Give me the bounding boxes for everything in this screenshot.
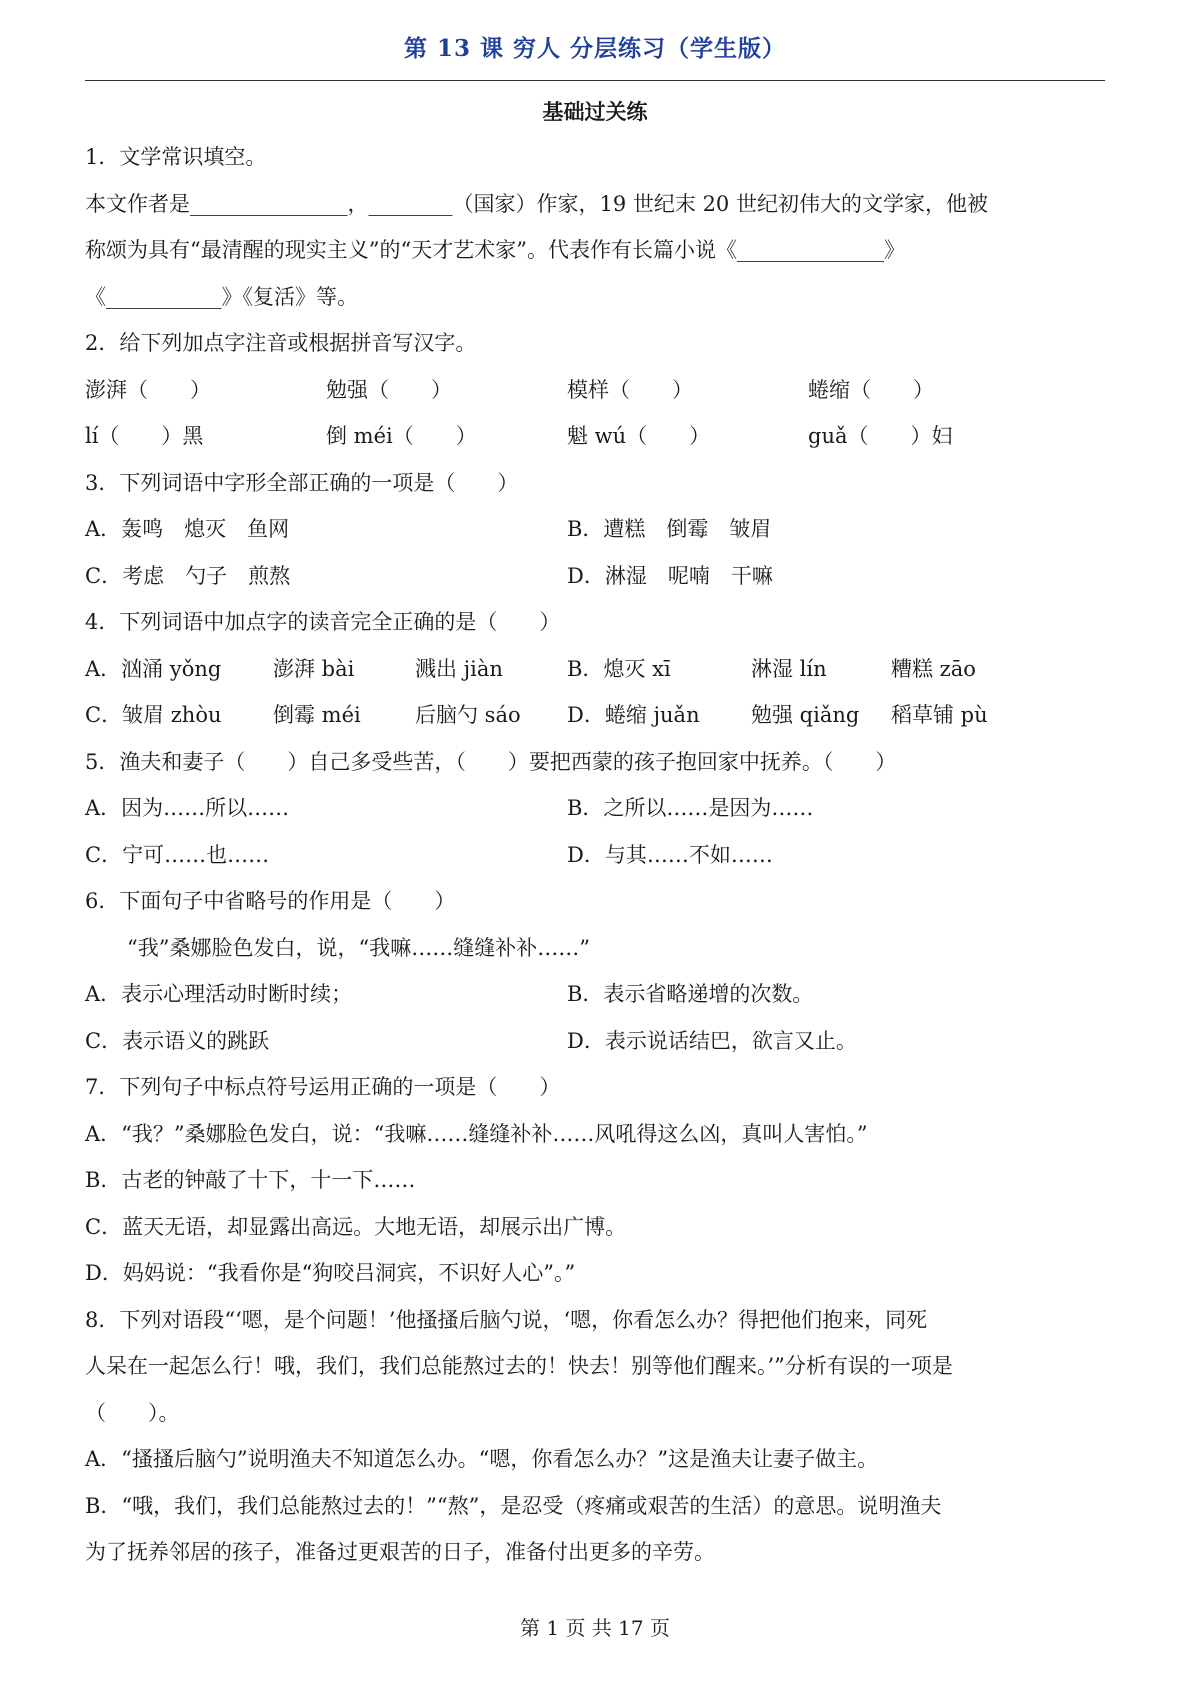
q4-options-cd — [85, 692, 1105, 739]
q3-options-cd — [85, 553, 1105, 600]
q5-options-cd — [85, 832, 1105, 879]
q3-stem: 3．下列词语中字形全部正确的一项是（ ） — [85, 470, 519, 495]
section-heading: 基础过关练 — [542, 99, 648, 124]
q4-option-a: 澎湃 bài — [273, 656, 355, 681]
q3-option-b: B．遭糕 倒霉 皱眉 — [567, 517, 772, 541]
header-divider — [85, 80, 1105, 81]
q5-options-ab — [85, 785, 1105, 832]
q6-options-ab — [85, 971, 1105, 1018]
q1-line: 《___________》《复活》等。 — [85, 284, 358, 309]
q4-option-d: D．蜷缩 juǎn — [567, 703, 700, 727]
q4-options-ab — [85, 646, 1105, 693]
q6-option-b: B．表示省略递增的次数。 — [567, 982, 814, 1006]
q7-option-c: C．蓝天无语，却显露出高远。大地无语，却展示出广博。 — [85, 1214, 627, 1239]
q4-option-b: B．熄灭 xī — [567, 656, 671, 681]
q5-option-c: C．宁可……也…… — [85, 842, 270, 867]
q4-option-c: 后脑勺 sáo — [415, 703, 521, 727]
q6-option-d: D．表示说话结巴，欲言又止。 — [567, 1028, 857, 1053]
q5-option-b: B．之所以……是因为…… — [567, 796, 814, 820]
q2-item: 魁 wú（ ） — [567, 424, 711, 448]
q4-option-c: 倒霉 méi — [273, 703, 361, 727]
q7-stem: 7．下列句子中标点符号运用正确的一项是（ ） — [85, 1075, 561, 1099]
page-title: 第 13 课 穷人 分层练习（学生版） — [403, 35, 787, 62]
q8-option-b-cont: 为了抚养邻居的孩子，准备过更艰苦的日子，准备付出更多的辛劳。 — [85, 1540, 715, 1564]
q1-line: 称颂为具有“最清醒的现实主义”的“天才艺术家”。代表作有长篇小说《______________》 — [85, 238, 905, 262]
q1-line: 本文作者是_______________，________（国家）作家，19 世纪末 20 世纪初伟大的文学家，他被 — [85, 191, 988, 216]
q4-option-a: 溅出 jiàn — [415, 656, 503, 681]
exercise-content — [85, 134, 1105, 1576]
q5-option-a: A．因为……所以…… — [85, 796, 290, 820]
q2-item: 模样（ ） — [567, 377, 693, 402]
q2-item: 勉强（ ） — [326, 377, 452, 402]
q8-option-b: B．“哦，我们，我们总能熬过去的！”“熬”，是忍受（疼痛或艰苦的生活）的意思。说明渔夫 — [85, 1493, 942, 1518]
q4-option-b: 淋湿 lín — [751, 656, 827, 681]
q1-stem: 1．文学常识填空。 — [85, 145, 267, 169]
q5-stem: 5．渔夫和妻子（ ）自己多受些苦，（ ）要把西蒙的孩子抱回家中抚养。（ ） — [85, 749, 897, 774]
q7-option-d: D．妈妈说：“我看你是“狗咬吕洞宾，不识好人心”。” — [85, 1261, 576, 1285]
q2-row-1 — [85, 367, 1105, 414]
q4-option-d: 勉强 qiǎng — [751, 703, 860, 727]
q2-row-2 — [85, 413, 1105, 460]
q6-options-cd — [85, 1018, 1105, 1065]
q4-option-c: C．皱眉 zhòu — [85, 703, 222, 727]
q6-stem: 6．下面句子中省略号的作用是（ ） — [85, 889, 456, 913]
page-footer: 第 1 页 共 17 页 — [520, 1616, 670, 1640]
q3-option-d: D．淋湿 呢喃 干嘛 — [567, 563, 773, 588]
q3-option-a: A．轰鸣 熄灭 鱼网 — [85, 517, 290, 541]
q8-stem-line: 8．下列对语段“‘嗯，是个问题！’他搔搔后脑勺说，‘嗯，你看怎么办？得把他们抱来，同死 — [85, 1307, 928, 1332]
q3-options-ab — [85, 506, 1105, 553]
q2-item: 澎湃（ ） — [85, 377, 211, 402]
q4-option-a: A．汹涌 yǒng — [85, 656, 222, 681]
q5-option-d: D．与其……不如…… — [567, 842, 773, 867]
q2-item: 蜷缩（ ） — [808, 377, 934, 402]
q4-option-b: 糟糕 zāo — [891, 656, 976, 681]
q8-stem-line: （ ）。 — [85, 1400, 180, 1425]
q2-item: guǎ（ ）妇 — [808, 424, 953, 448]
q2-stem: 2．给下列加点字注音或根据拼音写汉字。 — [85, 331, 477, 355]
q6-option-c: C．表示语义的跳跃 — [85, 1028, 270, 1053]
q6-option-a: A．表示心理活动时断时续； — [85, 982, 353, 1006]
q7-option-a: A．“我？”桑娜脸色发白，说：“我嘛……缝缝补补……风吼得这么凶，真叫人害怕。” — [85, 1121, 868, 1146]
q3-option-c: C．考虑 勺子 煎熬 — [85, 563, 291, 588]
q4-option-d: 稻草铺 pù — [891, 703, 988, 727]
q2-item: lí（ ）黑 — [85, 424, 204, 448]
q8-option-a: A．“搔搔后脑勺”说明渔夫不知道怎么办。“嗯，你看怎么办？”这是渔夫让妻子做主。 — [85, 1447, 879, 1471]
q7-option-b: B．古老的钟敲了十下，十一下…… — [85, 1168, 416, 1192]
q2-item: 倒 méi（ ） — [326, 424, 477, 448]
q8-stem-line: 人呆在一起怎么行！哦，我们，我们总能熬过去的！快去！别等他们醒来。’”分析有误的一项是 — [85, 1354, 953, 1378]
q4-stem: 4．下列词语中加点字的读音完全正确的是（ ） — [85, 610, 561, 634]
q6-quote: “我”桑娜脸色发白，说，“我嘛……缝缝补补……” — [127, 935, 590, 960]
